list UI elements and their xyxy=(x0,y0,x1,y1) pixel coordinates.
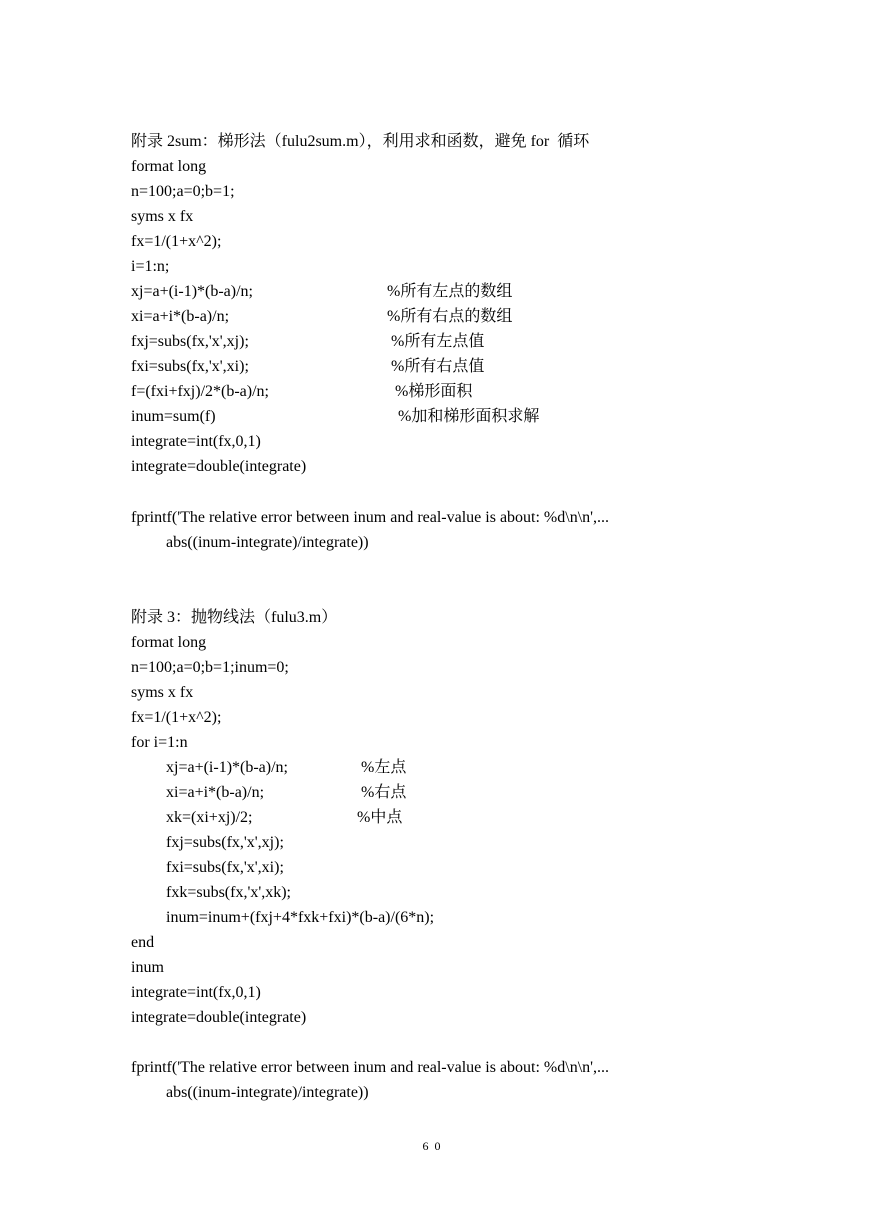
fprintf-line: fprintf('The relative error between inum and real-value is about: %d\n\n',... xyxy=(131,1059,610,1076)
commented-code-line xyxy=(131,355,485,379)
code-line: integrate=double(integrate) xyxy=(131,458,307,475)
code-text: xj=a+(i-1)*(b-a)/n; xyxy=(131,283,253,300)
code-comment: %右点 xyxy=(361,784,407,801)
code-line: integrate=double(integrate) xyxy=(131,1009,307,1026)
code-text: xk=(xi+xj)/2; xyxy=(166,809,253,826)
code-text: fxi=subs(fx,'x',xi); xyxy=(131,358,249,375)
code-line: syms x fx xyxy=(131,208,194,225)
code-line: syms x fx xyxy=(131,684,194,701)
code-comment: %左点 xyxy=(361,759,407,776)
commented-code-line xyxy=(131,405,540,429)
code-comment: %所有左点的数组 xyxy=(387,283,513,300)
page-number: 60 xyxy=(422,1139,447,1153)
code-text: inum=sum(f) xyxy=(131,408,216,425)
code-comment: %加和梯形面积求解 xyxy=(398,408,540,425)
code-comment: %所有右点值 xyxy=(391,358,485,375)
code-comment: %梯形面积 xyxy=(395,383,473,400)
commented-code-line xyxy=(131,330,485,354)
code-text: xi=a+i*(b-a)/n; xyxy=(166,784,265,801)
code-text: xi=a+i*(b-a)/n; xyxy=(131,308,230,325)
code-comment: %所有右点的数组 xyxy=(387,308,513,325)
code-line: fx=1/(1+x^2); xyxy=(131,709,222,726)
code-comment: %中点 xyxy=(357,809,403,826)
code-line: fx=1/(1+x^2); xyxy=(131,233,222,250)
fprintf-argument: abs((inum-integrate)/integrate)) xyxy=(166,534,369,551)
commented-code-line xyxy=(166,806,403,830)
code-line: format long xyxy=(131,158,207,175)
appendix-3-heading: 附录 3：抛物线法（fulu3.m） xyxy=(131,609,338,626)
code-line: integrate=int(fx,0,1) xyxy=(131,433,261,450)
commented-code-line xyxy=(131,280,513,304)
code-line: n=100;a=0;b=1; xyxy=(131,183,235,200)
code-line: i=1:n; xyxy=(131,258,170,275)
code-line: inum xyxy=(131,959,164,976)
code-line: fxj=subs(fx,'x',xj); xyxy=(166,834,284,851)
code-text: fxj=subs(fx,'x',xj); xyxy=(131,333,249,350)
fprintf-line: fprintf('The relative error between inum and real-value is about: %d\n\n',... xyxy=(131,509,610,526)
commented-code-line xyxy=(131,380,473,404)
code-line: fxi=subs(fx,'x',xi); xyxy=(166,859,284,876)
appendix-2sum-heading: 附录 2sum：梯形法（fulu2sum.m），利用求和函数，避免 for 循环 xyxy=(131,133,590,150)
commented-code-line xyxy=(131,305,513,329)
code-line: format long xyxy=(131,634,207,651)
commented-code-line xyxy=(166,756,407,780)
code-line: end xyxy=(131,934,155,951)
code-line: for i=1:n xyxy=(131,734,188,751)
code-line: fxk=subs(fx,'x',xk); xyxy=(166,884,291,901)
code-line: integrate=int(fx,0,1) xyxy=(131,984,261,1001)
fprintf-argument: abs((inum-integrate)/integrate)) xyxy=(166,1084,369,1101)
code-line: n=100;a=0;b=1;inum=0; xyxy=(131,659,289,676)
commented-code-line xyxy=(166,781,407,805)
code-line: inum=inum+(fxj+4*fxk+fxi)*(b-a)/(6*n); xyxy=(166,909,435,926)
code-text: f=(fxi+fxj)/2*(b-a)/n; xyxy=(131,383,269,400)
code-comment: %所有左点值 xyxy=(391,333,485,350)
code-text: xj=a+(i-1)*(b-a)/n; xyxy=(166,759,288,776)
